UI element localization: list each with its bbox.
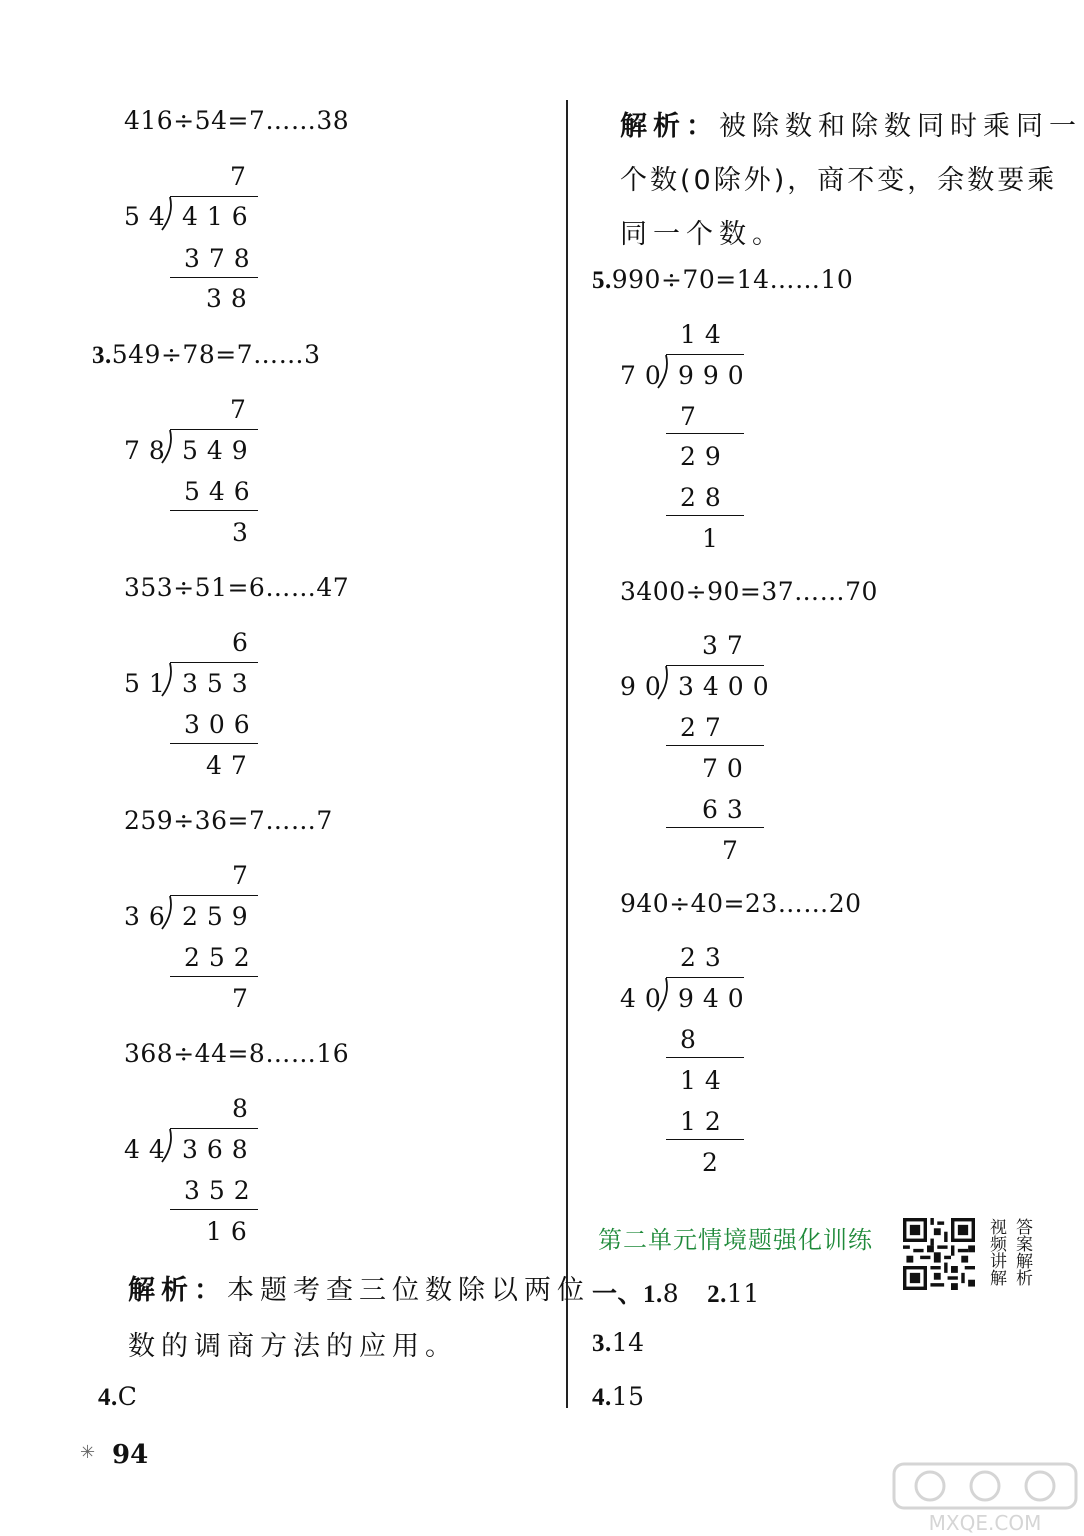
subtraction-line [666,1057,744,1058]
product: 306 [184,710,259,739]
remainder: 1 [702,524,727,553]
question-4 [98,1382,137,1412]
equation-549-78: 549÷78=7……3 [111,340,321,369]
dividend: 3400 [678,672,778,701]
qr-code-icon[interactable] [903,1218,975,1290]
division-bar [170,429,258,430]
subtraction-line [170,277,258,278]
quotient: 7 [232,861,257,890]
quotient: 23 [680,943,730,972]
subtraction-line [170,976,258,977]
analysis-label: 解析： [620,111,719,141]
part-label: 一、 [592,1279,644,1308]
subtraction-line [666,1139,744,1140]
quotient: 37 [702,631,752,660]
dividend: 353 [182,669,257,698]
watermark-logo [890,1460,1080,1536]
partial-product: 27 [680,713,730,742]
analysis-text: 被除数和除数同时乘同一 [719,111,1082,142]
partial-product: 12 [680,1107,730,1136]
product: 252 [184,943,259,972]
answer: C [117,1382,138,1411]
division-bar [666,354,744,355]
answer: 15 [611,1382,645,1411]
dividend: 990 [678,361,753,390]
remainder: 7 [722,836,747,865]
analysis-block [128,1268,590,1307]
equation-416-54: 416÷54=7……38 [124,106,350,135]
divisor: 90 [620,672,670,701]
partial-remainder: 70 [702,754,752,783]
remainder: 47 [206,751,256,780]
partial-remainder: 14 [680,1066,730,1095]
partial-remainder: 29 [680,442,730,471]
divisor: 78 [124,436,174,465]
quotient: 14 [680,320,730,349]
answer-line-3 [592,1328,645,1358]
answer-line-1 [592,1274,760,1310]
question-number: 4. [98,1384,118,1411]
equation-3400-90: 3400÷90=37……70 [620,577,878,606]
question-number: 5. [592,267,612,294]
divisor: 54 [124,202,174,231]
product: 546 [184,477,259,506]
analysis-text: 同一个数。 [620,219,785,250]
equation-940-40: 940÷40=23……20 [620,889,862,918]
remainder: 2 [702,1148,727,1177]
column-divider [566,100,568,1408]
subtraction-line [170,1209,258,1210]
analysis-text: 本题考查三位数除以两位 [227,1275,590,1306]
question-5 [592,265,853,295]
division-bar [170,895,258,896]
divisor: 36 [124,902,174,931]
division-bar [666,665,764,666]
partial-product: 8 [680,1025,705,1054]
equation-990-70: 990÷70=14……10 [611,265,854,294]
partial-product: 28 [680,483,730,512]
question-number: 3. [92,342,112,369]
subtraction-line [666,433,744,434]
subtraction-line [170,743,258,744]
division-bar [666,977,744,978]
answer-explanation-label: 答案解析 [1012,1218,1032,1286]
product: 378 [184,244,259,273]
analysis-text: 数的调商方法的应用。 [128,1331,458,1362]
quotient: 8 [232,1094,257,1123]
quotient: 7 [230,162,255,191]
remainder: 3 [232,518,257,547]
answer: 8 [662,1279,680,1308]
division-bar [170,196,258,197]
star-icon: ✳ [80,1442,96,1463]
product: 352 [184,1176,259,1205]
quotient: 7 [230,395,255,424]
page-number: 94 [112,1440,149,1470]
dividend: 259 [182,902,257,931]
question-number: 1. [643,1281,663,1308]
quotient: 6 [232,628,257,657]
dividend: 940 [678,984,753,1013]
divisor: 70 [620,361,670,390]
partial-product: 7 [680,402,705,431]
equation-259-36: 259÷36=7……7 [124,806,333,835]
remainder: 16 [206,1217,256,1246]
answer: 14 [611,1328,645,1357]
video-explanation-label: 视频讲解 [986,1218,1006,1286]
answer-line-4 [592,1382,645,1412]
analysis-label: 解析： [128,1275,227,1305]
division-bar [170,662,258,663]
divisor: 44 [124,1135,174,1164]
subtraction-line [170,510,258,511]
division-bar [170,1128,258,1129]
dividend: 549 [182,436,257,465]
analysis-text: 个数(0除外)，商不变，余数要乘 [620,165,1058,196]
question-3 [92,340,321,370]
equation-368-44: 368÷44=8……16 [124,1039,350,1068]
partial-product: 63 [702,795,752,824]
subtraction-line [666,827,764,828]
subtraction-line [666,515,744,516]
remainder: 38 [206,284,256,313]
divisor: 51 [124,669,174,698]
section-title: 第二单元情境题强化训练 [598,1226,873,1254]
analysis-block [620,104,1082,143]
question-number: 3. [592,1330,612,1357]
subtraction-line [666,745,764,746]
answer: 11 [726,1279,760,1308]
dividend: 416 [182,202,257,231]
question-number: 2. [707,1281,727,1308]
remainder: 7 [232,984,257,1013]
equation-353-51: 353÷51=6……47 [124,573,350,602]
dividend: 368 [182,1135,257,1164]
question-number: 4. [592,1384,612,1411]
divisor: 40 [620,984,670,1013]
watermark-domain: MXQE.COM [928,1511,1042,1535]
